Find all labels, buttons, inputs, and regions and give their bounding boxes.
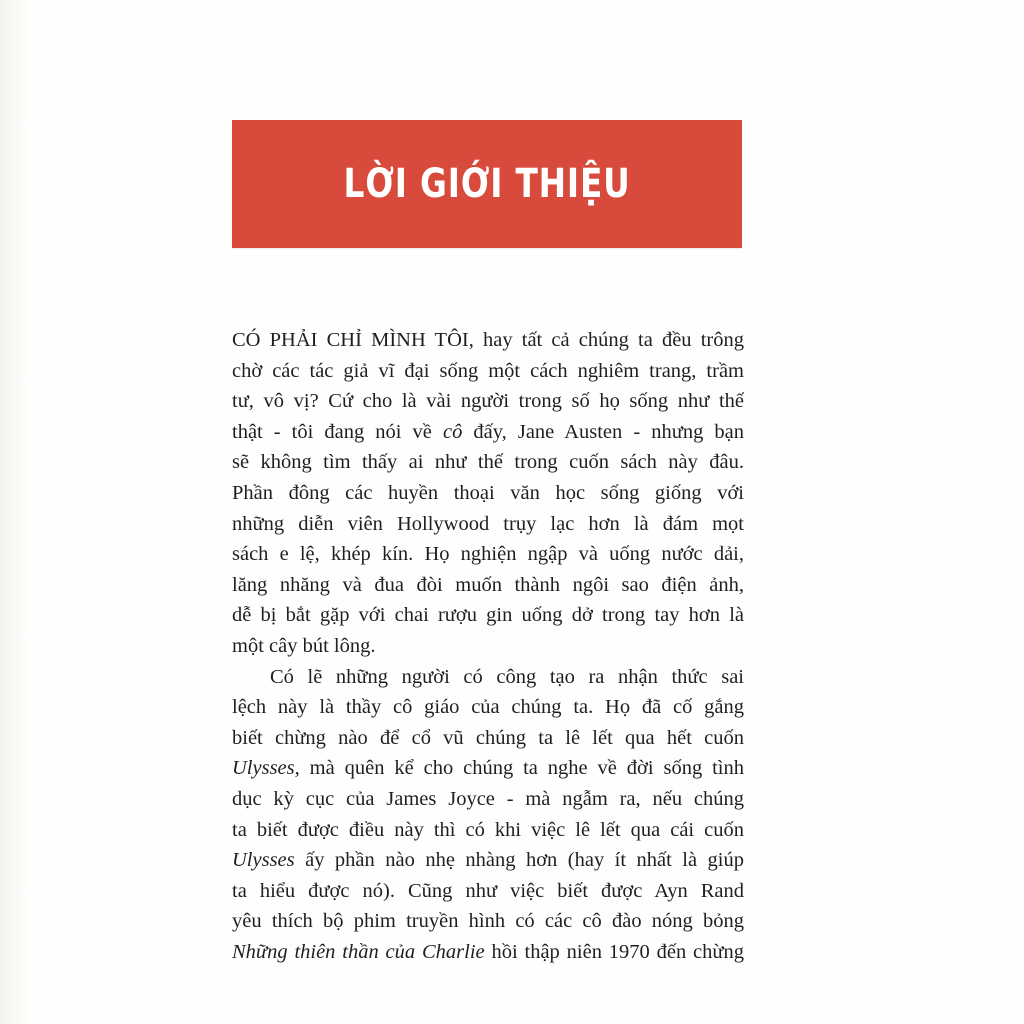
- text-run: tư, vô vị? Cứ cho là vài người trong số họ sống như thế: [232, 390, 744, 413]
- text-line: [232, 356, 744, 387]
- text-run: những diễn viên Hollywood trụy lạc hơn là đám mọt: [232, 512, 744, 535]
- text-run: biết chừng nào để cổ vũ chúng ta lê lết qua hết cuốn: [232, 726, 744, 749]
- italic-text: cô: [442, 420, 463, 443]
- text-run: ấy phần nào nhẹ nhàng hơn (hay ít nhất là giúp: [294, 849, 744, 872]
- text-run: sách e lệ, khép kín. Họ nghiện ngập và uống nước dải,: [232, 543, 744, 566]
- text-line: [232, 692, 744, 723]
- italic-text: Ulysses: [232, 849, 295, 872]
- text-line: [232, 845, 744, 876]
- chapter-title-banner: [232, 120, 742, 248]
- text-line: [232, 631, 744, 662]
- italic-text: Những thiên thần của Charlie: [232, 940, 485, 963]
- text-line: [232, 662, 744, 693]
- text-run: một cây bút lông.: [232, 634, 376, 657]
- text-line: [232, 723, 744, 754]
- text-run: lệch này là thầy cô giáo của chúng ta. Họ đã cố gắng: [232, 696, 744, 719]
- text-run: lăng nhăng và đua đòi muốn thành ngôi sao điện ảnh,: [232, 573, 744, 596]
- text-line: [232, 570, 744, 601]
- text-line: [232, 539, 744, 570]
- text-run: yêu thích bộ phim truyền hình có các cô đào nóng bỏng: [232, 910, 744, 933]
- text-run: ta biết được điều này thì có khi việc lê lết qua cái cuốn: [232, 818, 744, 841]
- chapter-title: LỜI GIỚI THIỆU: [343, 161, 631, 207]
- text-run: dễ bị bắt gặp với chai rượu gin uống dở trong tay hơn là: [232, 604, 744, 627]
- text-line: [232, 876, 744, 907]
- text-run: hồi thập niên 1970 đến chừng: [484, 940, 744, 963]
- text-line: [232, 325, 744, 356]
- text-line: [232, 906, 744, 937]
- text-line: [232, 417, 744, 448]
- text-run: Có lẽ những người có công tạo ra nhận thức sai: [270, 665, 744, 688]
- text-run: sẽ không tìm thấy ai như thế trong cuốn sách này đâu.: [232, 451, 744, 474]
- text-run: chờ các tác giả vĩ đại sống một cách nghiêm trang, trầm: [232, 359, 744, 382]
- body-text: [232, 325, 744, 967]
- text-line: [232, 447, 744, 478]
- text-run: đấy, Jane Austen - nhưng bạn: [462, 420, 744, 443]
- text-line: [232, 509, 744, 540]
- text-line: [232, 815, 744, 846]
- text-line: [232, 600, 744, 631]
- text-line: [232, 478, 744, 509]
- text-line: [232, 937, 744, 968]
- text-run: CÓ PHẢI CHỈ MÌNH TÔI, hay tất cả chúng ta đều trông: [232, 329, 744, 351]
- page-gutter-shadow: [0, 0, 30, 1024]
- italic-text: Ulysses: [232, 757, 295, 780]
- text-run: ta hiểu được nó). Cũng như việc biết được Ayn Rand: [232, 879, 744, 902]
- text-line: [232, 386, 744, 417]
- text-line: [232, 753, 744, 784]
- text-line: [232, 784, 744, 815]
- text-run: dục kỳ cục của James Joyce - mà ngẫm ra, nếu chúng: [232, 787, 744, 810]
- text-run: thật - tôi đang nói về: [232, 420, 443, 443]
- text-run: , mà quên kể cho chúng ta nghe về đời sống tình: [294, 757, 744, 780]
- text-run: Phần đông các huyền thoại văn học sống giống với: [232, 481, 744, 504]
